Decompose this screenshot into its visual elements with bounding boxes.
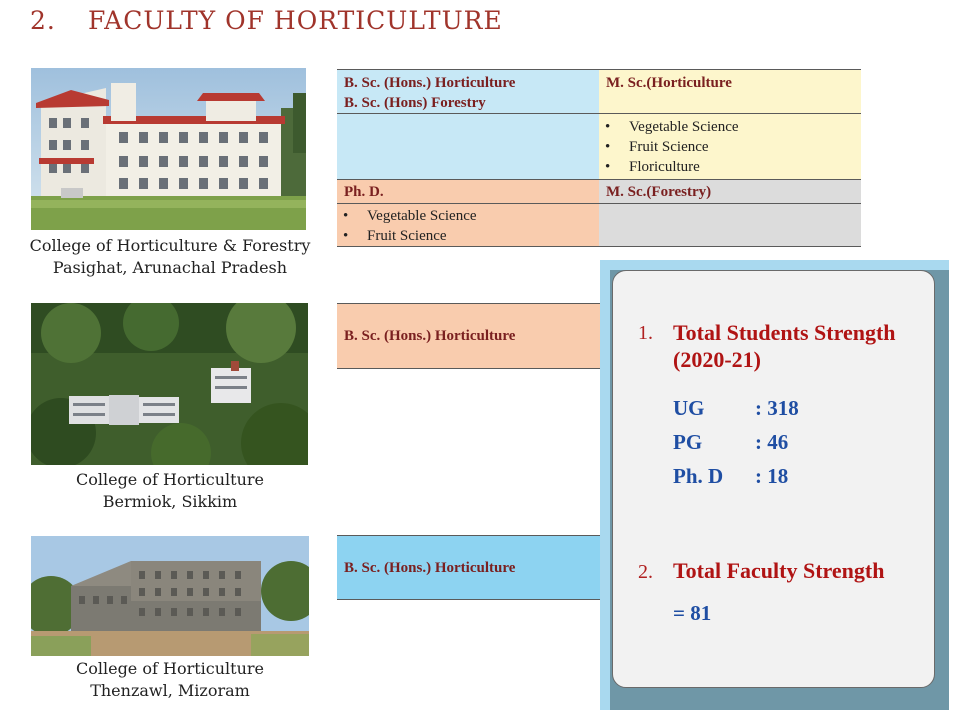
program-msc-forestry: M. Sc.(Forestry) (606, 184, 712, 200)
page-title (30, 6, 503, 35)
building-image (31, 536, 309, 656)
section-number: 2. (30, 6, 56, 35)
programs-phd-header (337, 179, 599, 203)
caption-line: Pasighat, Arunachal Pradesh (52, 258, 288, 277)
list-item: • Fruit Science (337, 226, 599, 246)
stat-1-title (673, 319, 896, 373)
thenzawl-program-cell (337, 535, 600, 600)
program-bsc-horticulture: B. Sc. (Hons.) Horticulture (344, 560, 516, 576)
stat-1-title-line: (2020-21) (673, 347, 761, 372)
caption-line: Thenzawl, Mizoram (90, 681, 250, 700)
programs-msc-hort-header (599, 69, 861, 113)
college-photo-thenzawl (31, 536, 309, 656)
programs-msc-hort-list (599, 113, 861, 179)
programs-phd-list (337, 203, 599, 247)
list-item: • Vegetable Science (337, 206, 599, 226)
caption-line: College of Horticulture (75, 470, 265, 489)
list-item: • Vegetable Science (599, 117, 861, 137)
college-caption-bermiok (20, 469, 320, 513)
building-image (31, 68, 306, 230)
program-bsc-forestry: B. Sc. (Hons) Forestry (344, 95, 486, 111)
stat-pg-value: : 46 (755, 430, 789, 454)
programs-msc-forestry-body (599, 203, 861, 247)
stat-1-title-line: Total Students Strength (673, 320, 896, 345)
list-item: • Fruit Science (599, 137, 861, 157)
stat-pg-label: PG (673, 430, 703, 454)
stats-panel-highlight (600, 260, 949, 270)
stat-2-title: Total Faculty Strength (673, 558, 885, 583)
college-photo-pasighat (31, 68, 306, 230)
caption-line: Bermiok, Sikkim (102, 492, 238, 511)
stat-ug-label: UG (673, 396, 705, 420)
college-caption-pasighat (20, 235, 320, 279)
stats-panel-highlight (600, 260, 610, 710)
stat-2-value: = 81 (673, 601, 712, 625)
list-item: • Floriculture (599, 157, 861, 177)
stat-1-number: 1. (638, 322, 653, 344)
section-title: FACULTY OF HORTICULTURE (88, 6, 503, 35)
table-divider (337, 113, 599, 114)
stat-phd-label: Ph. D (673, 464, 724, 488)
stat-phd-value: : 18 (755, 464, 789, 488)
caption-line: College of Horticulture & Forestry (29, 236, 311, 255)
bermiok-program-cell (337, 303, 600, 369)
college-photo-bermiok (31, 303, 308, 465)
programs-ug-cell (337, 69, 599, 179)
college-caption-thenzawl (20, 658, 320, 702)
stat-ug-value: : 318 (755, 396, 799, 420)
program-bsc-horticulture: B. Sc. (Hons.) Horticulture (344, 328, 516, 344)
caption-line: College of Horticulture (75, 659, 265, 678)
stat-2-number: 2. (638, 561, 653, 583)
program-bsc-horticulture: B. Sc. (Hons.) Horticulture (344, 75, 516, 91)
phd-specializations (337, 206, 599, 246)
msc-hort-specializations (599, 117, 861, 177)
program-phd: Ph. D. (344, 184, 384, 200)
programs-msc-forestry-header (599, 179, 861, 203)
program-msc-horticulture: M. Sc.(Horticulture (606, 75, 732, 91)
building-image (31, 303, 308, 465)
